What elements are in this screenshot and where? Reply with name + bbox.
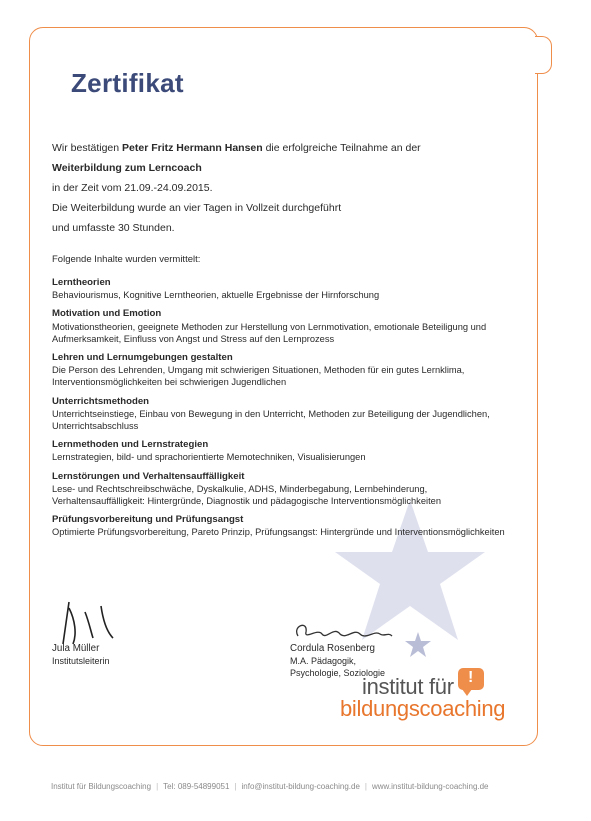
section-text: Lese- und Rechtschreibschwäche, Dyskalkulie, ADHS, Minderbegabung, Lernbehinderung, Verhaltensauffälligkeit: Hintergründe, Diagnostik und pädagogische Interventionsmöglichkeiten bbox=[52, 483, 441, 507]
footer-institute: Institut für Bildungscoaching bbox=[51, 782, 152, 791]
confirmation-suffix: die erfolgreiche Teilnahme an der bbox=[265, 142, 421, 154]
logo-text-line-1: institut für bbox=[362, 674, 454, 699]
section-heading: Lernstörungen und Verhaltensauffälligkeit bbox=[52, 470, 245, 482]
section-heading: Unterrichtsmethoden bbox=[52, 395, 150, 407]
participant-name: Peter Fritz Hermann Hansen bbox=[122, 142, 263, 154]
signature-left-scribble bbox=[55, 598, 125, 648]
content-section bbox=[52, 352, 512, 389]
star-small-decoration bbox=[405, 632, 431, 658]
signature-right-scribble bbox=[288, 618, 398, 646]
content-section bbox=[52, 471, 512, 508]
signer-right-role-1: M.A. Pädagogik, bbox=[290, 656, 357, 666]
duration-line-1: Die Weiterbildung wurde an vier Tagen in Vollzeit durchgeführt bbox=[52, 202, 342, 214]
confirmation-line bbox=[52, 138, 421, 158]
intro-block bbox=[52, 138, 421, 238]
course-title: Weiterbildung zum Lerncoach bbox=[52, 162, 202, 174]
section-text: Lernstrategien, bild- und sprachorientierte Memotechniken, Visualisierungen bbox=[52, 452, 366, 463]
section-text: Behaviourismus, Kognitive Lerntheorien, aktuelle Ergebnisse der Hirnforschung bbox=[52, 290, 380, 301]
section-text: Motivationstheorien, geeignete Methoden zur Herstellung von Lernmotivation, emotionale Beteiligung und Aufmerksamkeit, Einfluss von Angst und Stress auf den Lernprozess bbox=[52, 321, 487, 344]
frame-tab bbox=[535, 36, 552, 74]
section-heading: Lernmethoden und Lernstrategien bbox=[52, 439, 209, 451]
signer-right-name: Cordula Rosenberg bbox=[290, 643, 375, 654]
signer-left-role: Institutsleiterin bbox=[52, 656, 110, 666]
duration-line-2: und umfasste 30 Stunden. bbox=[52, 222, 175, 234]
footer-website: www.institut-bildung-coaching.de bbox=[372, 782, 489, 791]
section-text: Unterrichtseinstiege, Einbau von Bewegung in den Unterricht, Methoden zur Beteiligung der Jugendlichen, Unterrichtsabschluss bbox=[52, 408, 490, 432]
contents-intro: Folgende Inhalte wurden vermittelt: bbox=[52, 254, 201, 265]
section-text: Optimierte Prüfungsvorbereitung, Pareto Prinzip, Prüfungsangst: Hintergründe und Interventionsmöglichkeiten bbox=[52, 527, 505, 538]
certificate-title: Zertifikat bbox=[71, 68, 184, 98]
logo-mark: ! bbox=[468, 669, 474, 686]
signer-left-name: Jula Müller bbox=[52, 643, 100, 654]
section-heading: Motivation und Emotion bbox=[52, 308, 162, 320]
content-section bbox=[52, 439, 512, 463]
section-heading: Lerntheorien bbox=[52, 277, 111, 288]
content-section bbox=[52, 277, 512, 301]
signer-right-role-2: Psychologie, Soziologie bbox=[290, 668, 386, 678]
section-heading: Prüfungsvorbereitung und Prüfungsangst bbox=[52, 514, 244, 526]
institute-logo bbox=[340, 669, 506, 734]
content-section bbox=[52, 514, 512, 538]
content-section bbox=[52, 308, 512, 345]
content-section bbox=[52, 396, 512, 433]
section-heading: Lehren und Lernumgebungen gestalten bbox=[52, 352, 233, 364]
course-period: in der Zeit vom 21.09.-24.09.2015. bbox=[52, 182, 213, 194]
contents-list bbox=[52, 277, 512, 546]
logo-text-line-2: bildungscoaching bbox=[340, 696, 506, 721]
section-text: Die Person des Lehrenden, Umgang mit schwierigen Situationen, Methoden für ein gutes Lernklima, Interventionsmöglichkeiten bei schwierigen Jugendlichen bbox=[52, 365, 465, 388]
confirmation-prefix: Wir bestätigen bbox=[52, 142, 120, 154]
footer-email: info@institut-bildung-coaching.de bbox=[241, 782, 360, 791]
footer-phone: Tel: 089-54899051 bbox=[163, 782, 230, 791]
footer: Institut für Bildungscoaching | Tel: 089-54899051 | info@institut-bildung-coaching.de | www.institut-bildung-coaching.de bbox=[51, 782, 489, 791]
signature-left bbox=[52, 643, 110, 667]
